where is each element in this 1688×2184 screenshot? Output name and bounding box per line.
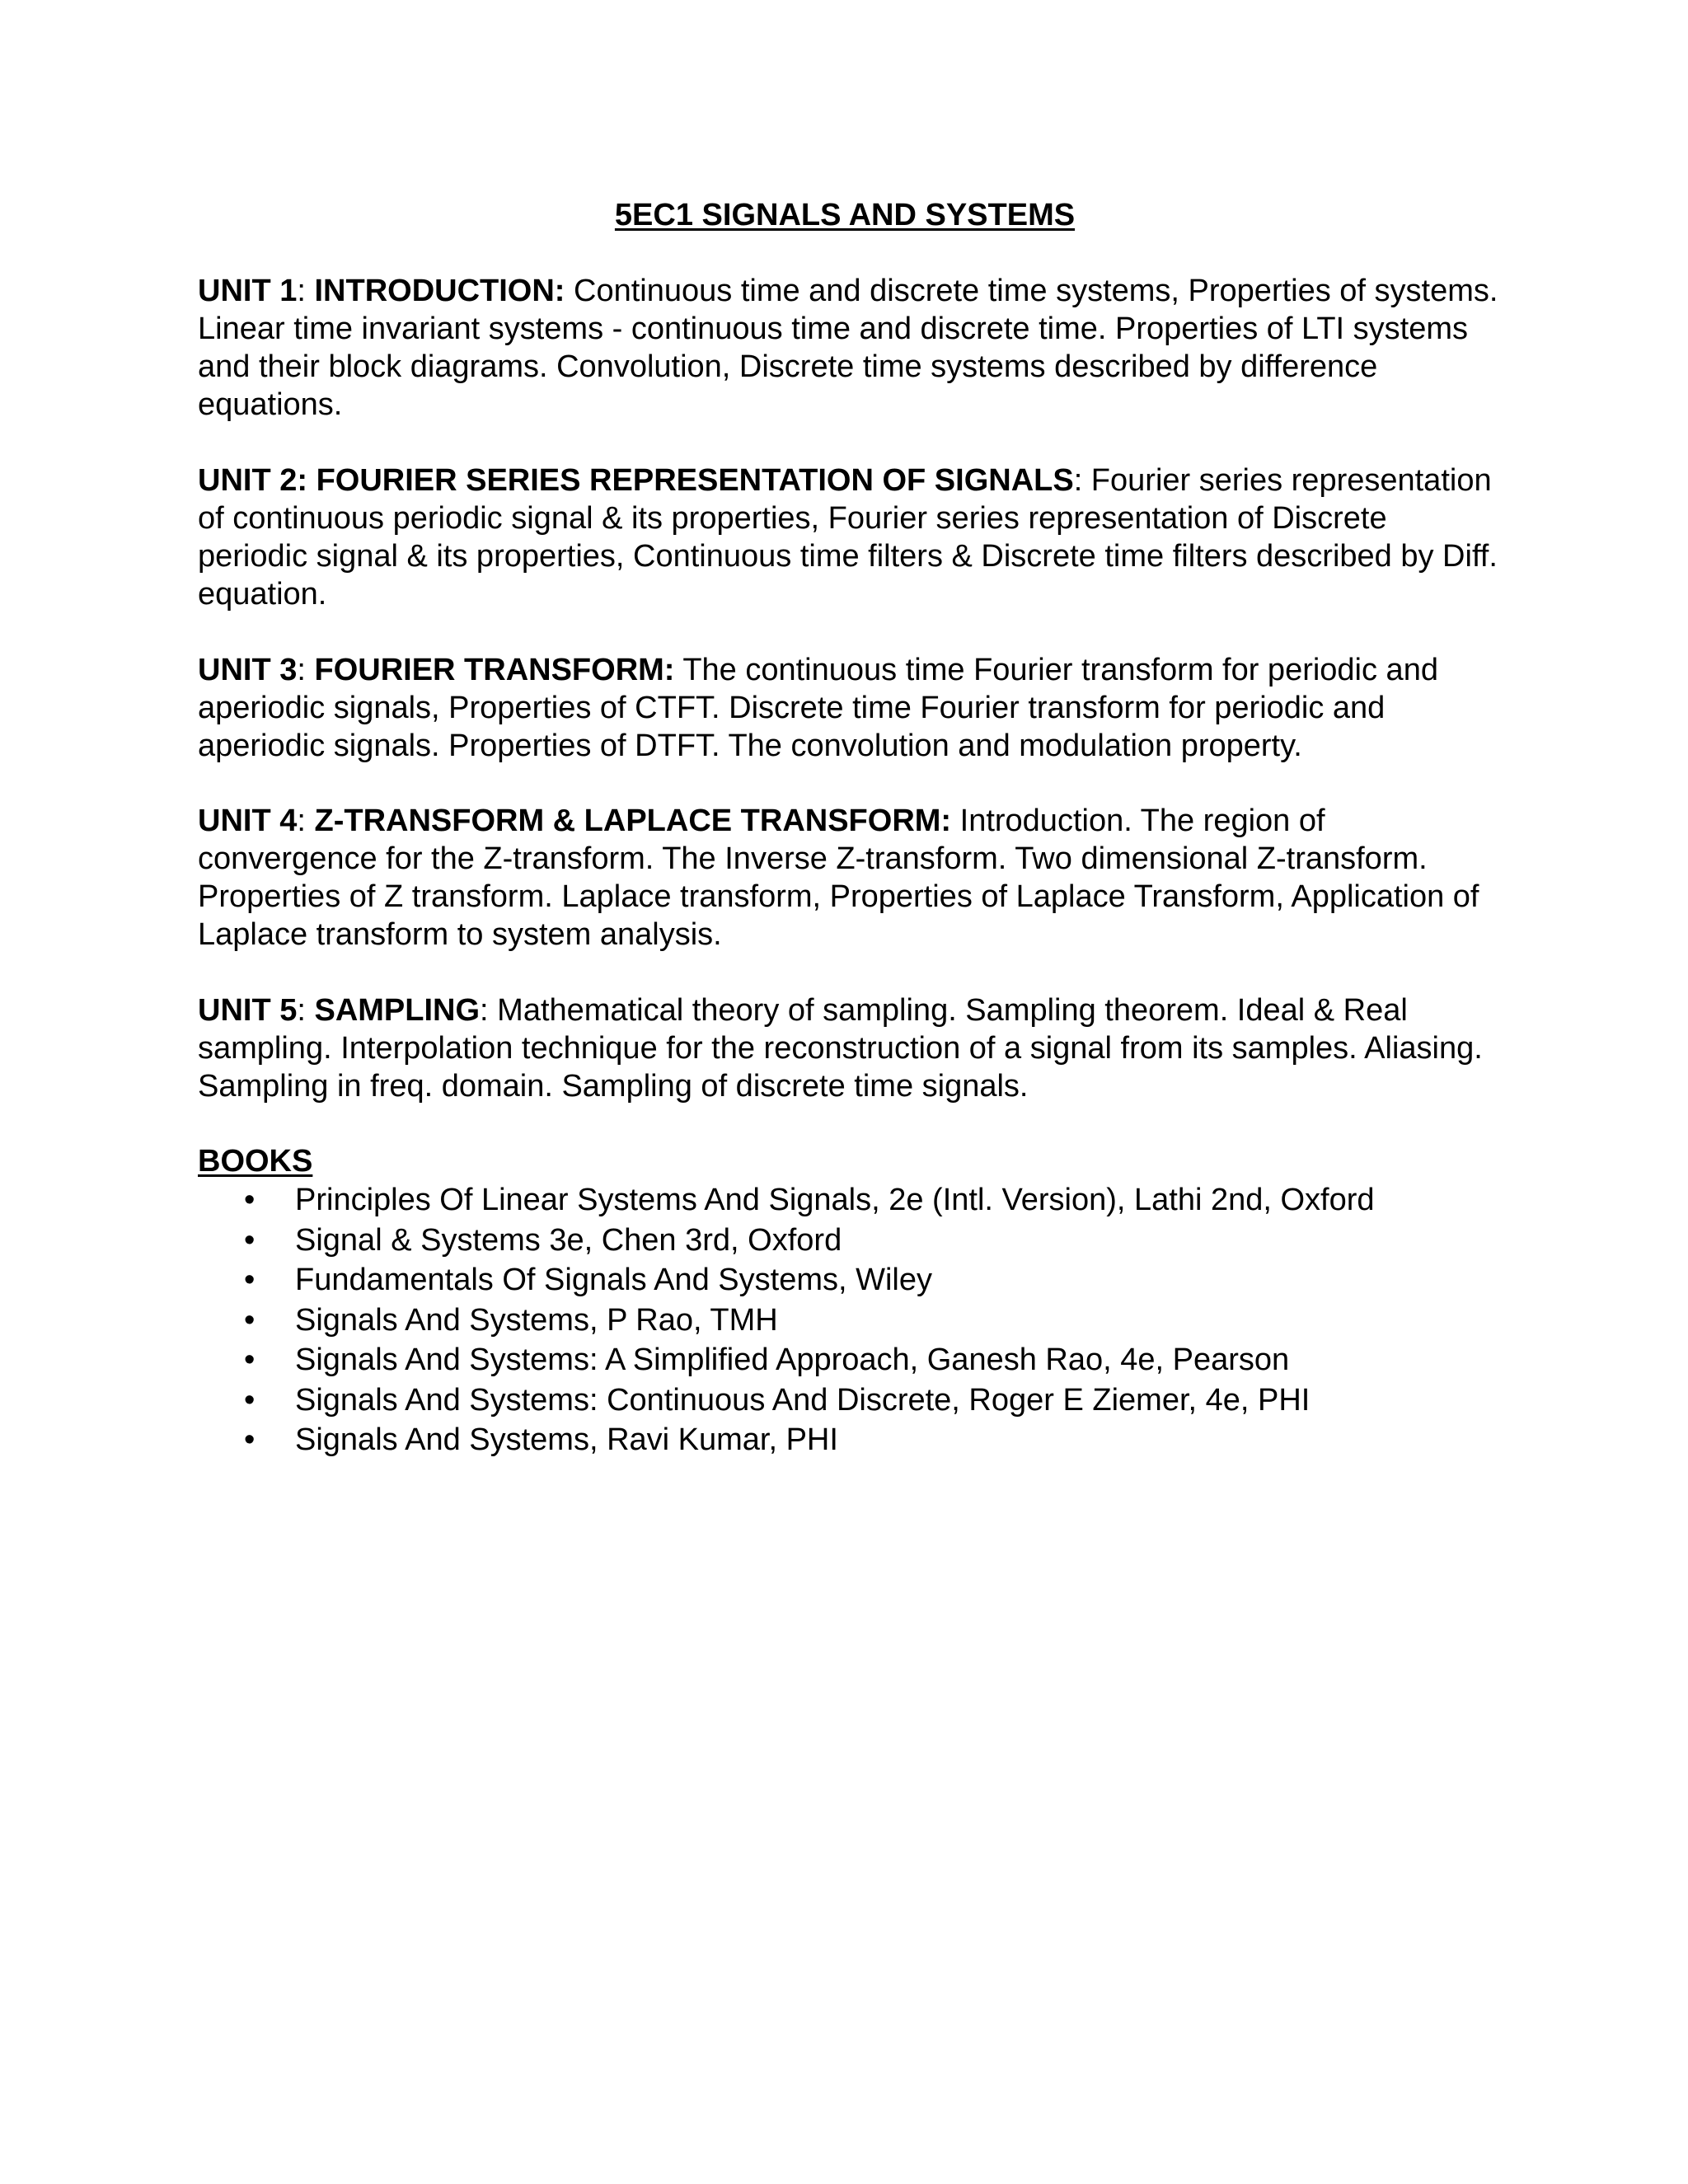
book-item bbox=[198, 1180, 1500, 1221]
bullet-icon: • bbox=[244, 1422, 256, 1457]
unit-3-heading: FOURIER TRANSFORM: bbox=[314, 653, 675, 687]
unit-3-label: UNIT 3 bbox=[198, 653, 298, 687]
unit-4-heading: Z-TRANSFORM & LAPLACE TRANSFORM: bbox=[314, 804, 952, 838]
unit-4-paragraph bbox=[198, 802, 1500, 954]
unit-2-label: UNIT 2: bbox=[198, 463, 307, 498]
unit-5-separator: : bbox=[297, 993, 315, 1028]
books-list bbox=[198, 1180, 1500, 1460]
unit-2-heading-colon: : bbox=[1073, 463, 1083, 498]
unit-5-heading: SAMPLING bbox=[314, 993, 481, 1028]
book-title: Fundamentals Of Signals And Systems, Wiley bbox=[295, 1263, 932, 1297]
book-title: Principles Of Linear Systems And Signals, 2e (Intl. Version), Lathi 2nd, Oxford bbox=[295, 1183, 1375, 1217]
books-heading: BOOKS bbox=[198, 1144, 313, 1179]
unit-1-label: UNIT 1 bbox=[198, 274, 298, 308]
book-title: Signals And Systems: A Simplified Approach, Ganesh Rao, 4e, Pearson bbox=[295, 1343, 1290, 1377]
unit-1-paragraph bbox=[198, 272, 1500, 424]
unit-2-paragraph bbox=[198, 462, 1500, 613]
book-title: Signals And Systems: Continuous And Discrete, Roger E Ziemer, 4e, PHI bbox=[295, 1382, 1311, 1418]
book-title: Signal & Systems 3e, Chen 3rd, Oxford bbox=[295, 1222, 842, 1258]
unit-2-heading: FOURIER SERIES REPRESENTATION OF SIGNALS bbox=[316, 463, 1074, 498]
unit-2-separator bbox=[307, 463, 316, 498]
book-title: Signals And Systems, P Rao, TMH bbox=[295, 1302, 778, 1338]
unit-1-separator: : bbox=[297, 274, 315, 308]
book-item bbox=[198, 1301, 1500, 1341]
page-title: 5EC1 SIGNALS AND SYSTEMS bbox=[614, 198, 1076, 232]
unit-5-paragraph bbox=[198, 991, 1500, 1105]
bullet-icon: • bbox=[244, 1343, 256, 1377]
bullet-icon: • bbox=[244, 1382, 256, 1418]
book-item bbox=[198, 1221, 1500, 1261]
book-title: Signals And Systems, Ravi Kumar, PHI bbox=[295, 1422, 838, 1457]
unit-3-separator: : bbox=[297, 653, 315, 687]
unit-4-body: Introduction. The region of convergence for the Z-transform. The Inverse Z-transform. Two dimensional Z-transform. Properties of Z transform. Laplace transform, Properties of Laplace Transform, Application of Laplace transform to system analysis. bbox=[198, 804, 1479, 952]
unit-2-body: Fourier series representation of continuous periodic signal & its properties, Fourier series representation of Discrete periodic signal & its properties, Continuous time filters & Discrete time filters described by Diff. equation. bbox=[198, 463, 1498, 612]
unit-5-label: UNIT 5 bbox=[198, 993, 298, 1028]
book-item bbox=[198, 1340, 1500, 1380]
unit-4-separator: : bbox=[297, 804, 315, 838]
unit-3-paragraph bbox=[198, 651, 1500, 765]
book-item bbox=[198, 1260, 1500, 1301]
bullet-icon: • bbox=[244, 1222, 256, 1258]
bullet-icon: • bbox=[244, 1183, 256, 1217]
unit-5-body: Mathematical theory of sampling. Sampling theorem. Ideal & Real sampling. Interpolation technique for the reconstruction of a signal from its samples. Aliasing. Sampling in freq. domain. Sampling of discrete time signals. bbox=[198, 993, 1483, 1104]
bullet-icon: • bbox=[244, 1263, 256, 1297]
unit-4-label: UNIT 4 bbox=[198, 804, 298, 838]
bullet-icon: • bbox=[244, 1302, 256, 1338]
book-item bbox=[198, 1420, 1500, 1460]
unit-5-heading-colon: : bbox=[480, 993, 489, 1028]
unit-3-body: The continuous time Fourier transform for periodic and aperiodic signals, Properties of CTFT. Discrete time Fourier transform for periodic and aperiodic signals. Properties of DTFT. The convolution and modulation property. bbox=[198, 653, 1438, 763]
unit-1-heading: INTRODUCTION: bbox=[314, 274, 565, 308]
unit-1-body: Continuous time and discrete time systems, Properties of systems. Linear time invariant systems - continuous time and discrete time. Properties of LTI systems and their block diagrams. Convolution, Discrete time systems described by difference equations. bbox=[198, 274, 1498, 422]
book-item bbox=[198, 1380, 1500, 1421]
